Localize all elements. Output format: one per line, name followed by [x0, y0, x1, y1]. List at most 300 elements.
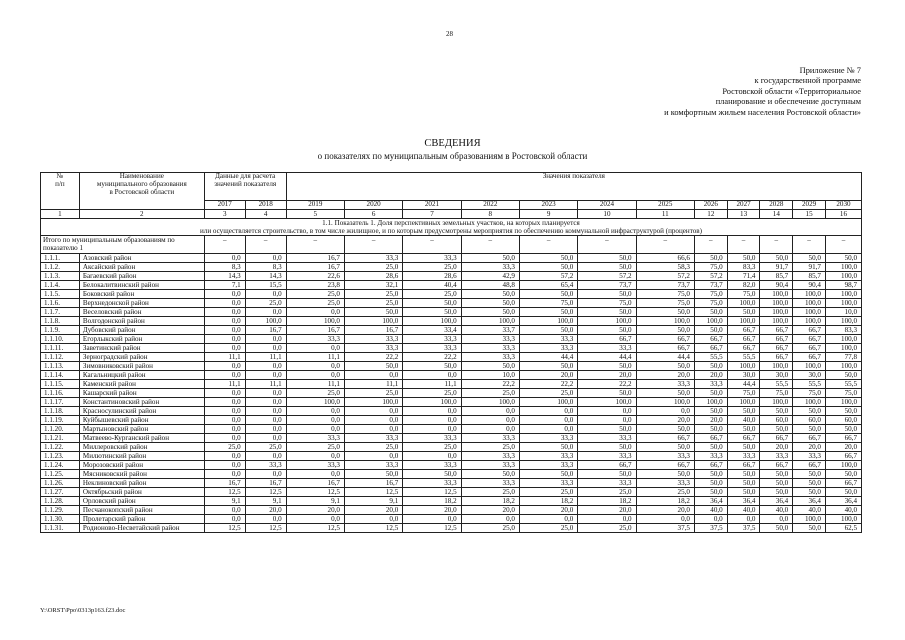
value-cell: 0,0 — [245, 334, 286, 343]
value-cell: 100,0 — [760, 307, 793, 316]
row-district-name: Морозовский район — [79, 460, 204, 469]
value-cell: 50,0 — [727, 487, 760, 496]
value-cell: 12,5 — [403, 523, 461, 532]
value-cell: 16,7 — [245, 478, 286, 487]
row-district-name: Зерноградский район — [79, 352, 204, 361]
value-cell: 25,0 — [461, 487, 519, 496]
value-cell: 33,3 — [461, 451, 519, 460]
value-cell: 50,0 — [727, 469, 760, 478]
row-code: 1.1.27. — [41, 487, 80, 496]
value-cell: 66,7 — [760, 325, 793, 334]
value-cell: 16,7 — [344, 478, 402, 487]
value-cell: 25,0 — [344, 289, 402, 298]
value-cell: 18,2 — [403, 496, 461, 505]
value-cell: 25,0 — [204, 442, 245, 451]
row-code: 1.1.20. — [41, 424, 80, 433]
value-cell: 66,7 — [825, 451, 861, 460]
document-subtitle: о показателях по муниципальным образованиям в Ростовской области — [317, 151, 588, 161]
table-row — [41, 325, 862, 334]
value-cell: 50,0 — [636, 325, 694, 334]
value-cell: 50,0 — [825, 424, 861, 433]
value-cell: 0,0 — [286, 424, 344, 433]
value-cell: 66,7 — [578, 334, 636, 343]
value-cell: 100,0 — [825, 460, 861, 469]
row-code: 1.1.19. — [41, 415, 80, 424]
value-cell: 60,0 — [760, 415, 793, 424]
value-cell: 32,1 — [344, 280, 402, 289]
row-code: 1.1.17. — [41, 397, 80, 406]
value-cell: 0,0 — [461, 415, 519, 424]
value-cell: 100,0 — [403, 397, 461, 406]
table-row — [41, 505, 862, 514]
value-cell: 16,7 — [344, 325, 402, 334]
value-cell: 50,0 — [578, 424, 636, 433]
total-dash: – — [403, 235, 461, 253]
value-cell: 66,7 — [825, 433, 861, 442]
value-cell: 25,0 — [403, 289, 461, 298]
value-cell: 50,0 — [344, 307, 402, 316]
value-cell: 50,0 — [694, 325, 727, 334]
value-cell: 16,7 — [286, 325, 344, 334]
value-cell: 50,0 — [461, 289, 519, 298]
year-header: 2022 — [461, 201, 519, 210]
value-cell: 100,0 — [245, 316, 286, 325]
value-cell: 55,5 — [727, 352, 760, 361]
value-cell: 18,2 — [461, 496, 519, 505]
total-dash: – — [636, 235, 694, 253]
value-cell: 50,0 — [519, 442, 577, 451]
row-code: 1.1.18. — [41, 406, 80, 415]
value-cell: 25,0 — [461, 442, 519, 451]
row-district-name: Дубовский район — [79, 325, 204, 334]
total-dash: – — [204, 235, 245, 253]
value-cell: 0,0 — [204, 451, 245, 460]
value-cell: 50,0 — [694, 253, 727, 262]
value-cell: 33,3 — [694, 379, 727, 388]
value-cell: 50,0 — [793, 253, 826, 262]
value-cell: 0,0 — [204, 460, 245, 469]
value-cell: 25,0 — [344, 262, 402, 271]
value-cell: 12,5 — [245, 523, 286, 532]
value-cell: 0,0 — [403, 514, 461, 523]
value-cell: 0,0 — [344, 424, 402, 433]
row-code: 1.1.26. — [41, 478, 80, 487]
value-cell: 50,0 — [727, 424, 760, 433]
value-cell: 0,0 — [204, 415, 245, 424]
value-cell: 100,0 — [825, 271, 861, 280]
value-cell: 23,8 — [286, 280, 344, 289]
column-number: 5 — [286, 209, 344, 218]
total-dash: – — [727, 235, 760, 253]
value-cell: 50,0 — [727, 478, 760, 487]
total-dash: – — [286, 235, 344, 253]
value-cell: 100,0 — [461, 316, 519, 325]
row-district-name: Веселовский район — [79, 307, 204, 316]
value-cell: 50,0 — [793, 487, 826, 496]
table-row — [41, 451, 862, 460]
value-cell: 40,0 — [694, 505, 727, 514]
value-cell: 66,7 — [793, 460, 826, 469]
value-cell: 25,0 — [286, 289, 344, 298]
value-cell: 0,0 — [245, 415, 286, 424]
row-district-name: Кагальницкий район — [79, 370, 204, 379]
value-cell: 0,0 — [519, 415, 577, 424]
header-num: № п/п — [41, 173, 80, 210]
table-row — [41, 298, 862, 307]
value-cell: 14,3 — [245, 271, 286, 280]
row-district-name: Егорлыкский район — [79, 334, 204, 343]
value-cell: 11,1 — [204, 379, 245, 388]
value-cell: 33,3 — [403, 253, 461, 262]
row-code: 1.1.5. — [41, 289, 80, 298]
value-cell: 100,0 — [578, 316, 636, 325]
value-cell: 33,3 — [286, 433, 344, 442]
row-district-name: Константиновский район — [79, 397, 204, 406]
row-code: 1.1.3. — [41, 271, 80, 280]
value-cell: 50,0 — [694, 478, 727, 487]
value-cell: 12,5 — [245, 487, 286, 496]
value-cell: 20,0 — [578, 370, 636, 379]
value-cell: 0,0 — [204, 388, 245, 397]
value-cell: 33,3 — [344, 460, 402, 469]
value-cell: 0,0 — [636, 514, 694, 523]
value-cell: 0,0 — [286, 343, 344, 352]
value-cell: 100,0 — [760, 298, 793, 307]
value-cell: 33,3 — [519, 460, 577, 469]
row-district-name: Багаевский район — [79, 271, 204, 280]
value-cell: 25,0 — [403, 262, 461, 271]
row-code: 1.1.14. — [41, 370, 80, 379]
value-cell: 66,7 — [694, 433, 727, 442]
value-cell: 50,0 — [727, 406, 760, 415]
value-cell: 33,3 — [694, 451, 727, 460]
value-cell: 100,0 — [286, 397, 344, 406]
value-cell: 25,0 — [519, 523, 577, 532]
value-cell: 75,0 — [727, 289, 760, 298]
value-cell: 33,3 — [344, 343, 402, 352]
value-cell: 60,0 — [825, 415, 861, 424]
header-baseline: Данные для расчета значений показателя — [204, 173, 286, 201]
value-cell: 50,0 — [760, 487, 793, 496]
appendix-line: Приложение № 7 — [799, 66, 861, 75]
value-cell: 28,6 — [403, 271, 461, 280]
value-cell: 100,0 — [793, 514, 826, 523]
value-cell: 30,0 — [793, 370, 826, 379]
value-cell: 0,0 — [204, 469, 245, 478]
value-cell: 100,0 — [760, 289, 793, 298]
table-row — [41, 460, 862, 469]
value-cell: 44,4 — [727, 379, 760, 388]
value-cell: 36,4 — [727, 496, 760, 505]
row-code: 1.1.1. — [41, 253, 80, 262]
row-district-name: Заветинский район — [79, 343, 204, 352]
year-header: 2028 — [760, 201, 793, 210]
row-district-name: Красносулинский район — [79, 406, 204, 415]
row-district-name: Милютинский район — [79, 451, 204, 460]
value-cell: 25,0 — [344, 388, 402, 397]
value-cell: 12,5 — [204, 487, 245, 496]
value-cell: 33,3 — [461, 343, 519, 352]
header-values: Значения показателя — [286, 173, 861, 201]
total-label: Итого по муниципальным образованиям по показателю 1 — [41, 235, 205, 253]
column-number: 6 — [344, 209, 402, 218]
value-cell: 0,0 — [519, 424, 577, 433]
column-number: 11 — [636, 209, 694, 218]
value-cell: 25,0 — [519, 388, 577, 397]
value-cell: 40,4 — [403, 280, 461, 289]
value-cell: 100,0 — [727, 361, 760, 370]
value-cell: 16,7 — [286, 262, 344, 271]
appendix-note — [561, 66, 861, 118]
value-cell: 22,6 — [286, 271, 344, 280]
value-cell: 55,5 — [694, 352, 727, 361]
table-row — [41, 397, 862, 406]
value-cell: 16,7 — [286, 253, 344, 262]
value-cell: 100,0 — [760, 397, 793, 406]
value-cell: 20,0 — [245, 505, 286, 514]
row-district-name: Зимовниковский район — [79, 361, 204, 370]
table-body — [41, 173, 862, 533]
value-cell: 0,0 — [204, 298, 245, 307]
row-code: 1.1.2. — [41, 262, 80, 271]
value-cell: 50,0 — [461, 307, 519, 316]
value-cell: 33,3 — [461, 478, 519, 487]
value-cell: 33,3 — [578, 478, 636, 487]
value-cell: 0,0 — [344, 451, 402, 460]
value-cell: 8,3 — [204, 262, 245, 271]
value-cell: 14,3 — [204, 271, 245, 280]
document-title: СВЕДЕНИЯ — [424, 138, 481, 149]
value-cell: 50,0 — [636, 361, 694, 370]
year-header: 2027 — [727, 201, 760, 210]
value-cell: 33,3 — [519, 478, 577, 487]
value-cell: 0,0 — [286, 451, 344, 460]
row-code: 1.1.13. — [41, 361, 80, 370]
value-cell: 30,0 — [727, 370, 760, 379]
value-cell: 50,0 — [461, 361, 519, 370]
row-district-name: Волгодонской район — [79, 316, 204, 325]
row-code: 1.1.4. — [41, 280, 80, 289]
total-dash: – — [519, 235, 577, 253]
value-cell: 33,3 — [403, 334, 461, 343]
header-row — [41, 173, 862, 201]
value-cell: 36,4 — [760, 496, 793, 505]
value-cell: 22,2 — [461, 379, 519, 388]
value-cell: 50,0 — [403, 307, 461, 316]
value-cell: 33,7 — [461, 325, 519, 334]
value-cell: 33,3 — [519, 433, 577, 442]
value-cell: 37,5 — [694, 523, 727, 532]
value-cell: 40,0 — [760, 505, 793, 514]
value-cell: 25,0 — [286, 298, 344, 307]
row-district-name: Матвеево-Курганский район — [79, 433, 204, 442]
value-cell: 33,3 — [519, 451, 577, 460]
row-code: 1.1.24. — [41, 460, 80, 469]
value-cell: 100,0 — [344, 316, 402, 325]
value-cell: 22,2 — [519, 379, 577, 388]
value-cell: 100,0 — [694, 316, 727, 325]
value-cell: 0,0 — [344, 370, 402, 379]
table-row — [41, 361, 862, 370]
value-cell: 25,0 — [403, 388, 461, 397]
value-cell: 0,0 — [204, 334, 245, 343]
value-cell: 20,0 — [694, 370, 727, 379]
value-cell: 50,0 — [519, 262, 577, 271]
value-cell: 71,4 — [727, 271, 760, 280]
value-cell: 33,3 — [636, 478, 694, 487]
value-cell: 12,5 — [344, 487, 402, 496]
value-cell: 66,7 — [760, 352, 793, 361]
year-header: 2024 — [578, 201, 636, 210]
value-cell: 66,7 — [727, 334, 760, 343]
row-district-name: Неклиновский район — [79, 478, 204, 487]
value-cell: 33,3 — [403, 478, 461, 487]
value-cell: 0,0 — [403, 415, 461, 424]
value-cell: 50,0 — [760, 253, 793, 262]
value-cell: 0,0 — [245, 433, 286, 442]
value-cell: 66,6 — [636, 253, 694, 262]
value-cell: 50,0 — [519, 361, 577, 370]
value-cell: 75,0 — [760, 388, 793, 397]
value-cell: 66,7 — [793, 433, 826, 442]
table-row — [41, 253, 862, 262]
value-cell: 0,0 — [204, 433, 245, 442]
value-cell: 66,7 — [793, 343, 826, 352]
value-cell: 20,0 — [636, 370, 694, 379]
row-district-name: Аксайский район — [79, 262, 204, 271]
value-cell: 44,4 — [578, 352, 636, 361]
value-cell: 98,7 — [825, 280, 861, 289]
value-cell: 25,0 — [461, 523, 519, 532]
value-cell: 0,0 — [204, 289, 245, 298]
value-cell: 0,0 — [694, 514, 727, 523]
value-cell: 0,0 — [204, 514, 245, 523]
value-cell: 50,0 — [344, 361, 402, 370]
value-cell: 44,4 — [636, 352, 694, 361]
value-cell: 66,7 — [793, 334, 826, 343]
row-district-name: Мартыновский район — [79, 424, 204, 433]
value-cell: 20,0 — [636, 505, 694, 514]
value-cell: 57,2 — [636, 271, 694, 280]
value-cell: 100,0 — [793, 307, 826, 316]
value-cell: 0,0 — [245, 289, 286, 298]
value-cell: 50,0 — [760, 469, 793, 478]
value-cell: 33,3 — [461, 352, 519, 361]
value-cell: 25,0 — [461, 388, 519, 397]
value-cell: 100,0 — [519, 397, 577, 406]
row-code: 1.1.11. — [41, 343, 80, 352]
value-cell: 0,0 — [204, 307, 245, 316]
value-cell: 16,7 — [286, 478, 344, 487]
column-number: 1 — [41, 209, 80, 218]
value-cell: 25,0 — [245, 442, 286, 451]
value-cell: 100,0 — [825, 343, 861, 352]
value-cell: 20,0 — [461, 505, 519, 514]
value-cell: 0,0 — [204, 406, 245, 415]
value-cell: 33,3 — [727, 451, 760, 460]
column-number: 13 — [727, 209, 760, 218]
value-cell: 75,0 — [519, 298, 577, 307]
value-cell: 33,3 — [519, 334, 577, 343]
value-cell: 33,3 — [461, 262, 519, 271]
value-cell: 66,7 — [727, 343, 760, 352]
value-cell: 20,0 — [519, 505, 577, 514]
value-cell: 11,1 — [403, 379, 461, 388]
total-row — [41, 235, 862, 253]
table-row — [41, 262, 862, 271]
value-cell: 75,0 — [694, 289, 727, 298]
value-cell: 75,0 — [578, 298, 636, 307]
row-district-name: Кашарский район — [79, 388, 204, 397]
value-cell: 66,7 — [760, 460, 793, 469]
value-cell: 33,3 — [461, 433, 519, 442]
value-cell: 50,0 — [578, 289, 636, 298]
value-cell: 100,0 — [403, 316, 461, 325]
column-numbers-row — [41, 209, 862, 218]
table-row — [41, 442, 862, 451]
value-cell: 0,0 — [461, 514, 519, 523]
value-cell: 33,4 — [403, 325, 461, 334]
total-dash: – — [344, 235, 402, 253]
value-cell: 40,0 — [727, 415, 760, 424]
appendix-line: планирование и обеспечение доступным — [715, 97, 861, 107]
row-district-name: Белокалитвинский район — [79, 280, 204, 289]
value-cell: 0,0 — [204, 325, 245, 334]
year-header: 2018 — [245, 201, 286, 210]
footer-file-path: Y:\ORST\Ppo\0313p163.f23.doc — [40, 607, 126, 614]
year-header: 2029 — [793, 201, 826, 210]
appendix-line: к государственной программе — [754, 76, 861, 86]
value-cell: 73,7 — [636, 280, 694, 289]
value-cell: 0,0 — [286, 415, 344, 424]
value-cell: 0,0 — [245, 514, 286, 523]
value-cell: 0,0 — [578, 406, 636, 415]
value-cell: 73,7 — [694, 280, 727, 289]
value-cell: 50,0 — [694, 469, 727, 478]
row-district-name: Боковский район — [79, 289, 204, 298]
value-cell: 66,7 — [636, 460, 694, 469]
value-cell: 50,0 — [578, 469, 636, 478]
value-cell: 0,0 — [245, 469, 286, 478]
value-cell: 50,0 — [727, 442, 760, 451]
value-cell: 100,0 — [727, 316, 760, 325]
value-cell: 50,0 — [461, 298, 519, 307]
value-cell: 9,1 — [344, 496, 402, 505]
value-cell: 100,0 — [793, 361, 826, 370]
value-cell: 55,5 — [825, 379, 861, 388]
value-cell: 66,7 — [760, 334, 793, 343]
value-cell: 16,7 — [204, 478, 245, 487]
value-cell: 0,0 — [245, 253, 286, 262]
value-cell: 50,0 — [578, 307, 636, 316]
value-cell: 0,0 — [245, 343, 286, 352]
value-cell: 9,1 — [245, 496, 286, 505]
year-header: 2030 — [825, 201, 861, 210]
value-cell: 11,1 — [286, 379, 344, 388]
total-dash: – — [245, 235, 286, 253]
table-row — [41, 415, 862, 424]
value-cell: 82,0 — [727, 280, 760, 289]
value-cell: 50,0 — [636, 424, 694, 433]
total-dash: – — [578, 235, 636, 253]
value-cell: 0,0 — [204, 505, 245, 514]
value-cell: 0,0 — [519, 514, 577, 523]
value-cell: 100,0 — [793, 298, 826, 307]
row-code: 1.1.12. — [41, 352, 80, 361]
value-cell: 0,0 — [245, 406, 286, 415]
value-cell: 100,0 — [825, 262, 861, 271]
row-code: 1.1.21. — [41, 433, 80, 442]
